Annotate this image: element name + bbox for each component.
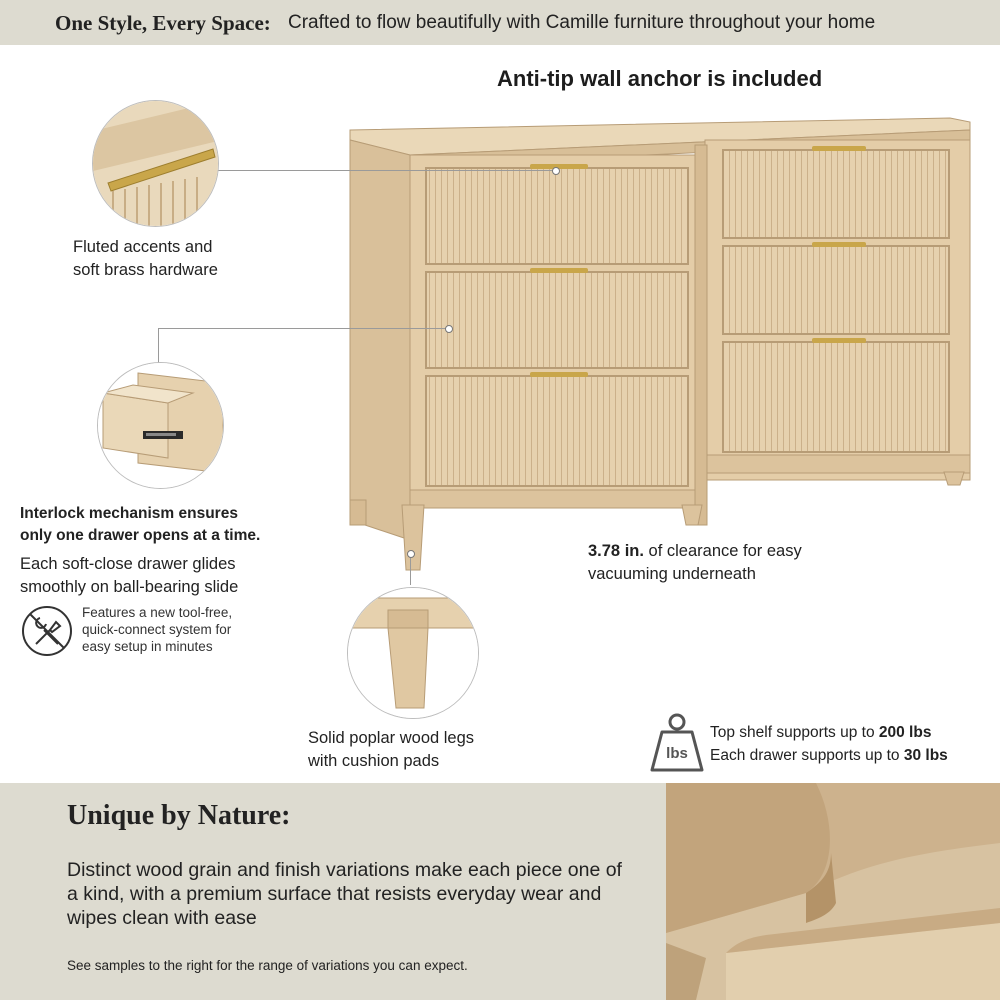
tool-free-caption bbox=[82, 604, 232, 655]
weight-caption-line bbox=[710, 744, 948, 767]
tool-free-caption-line: quick-connect system for bbox=[82, 622, 232, 637]
fluted-caption-line: Fluted accents and bbox=[73, 238, 213, 256]
clearance-text: of clearance for easy bbox=[643, 542, 802, 560]
anchor-note: Anti-tip wall anchor is included bbox=[497, 66, 823, 91]
left-drawers bbox=[426, 164, 688, 486]
callout-line-fluted bbox=[215, 170, 555, 171]
clearance-value: 3.78 in. bbox=[588, 542, 644, 560]
callout-line-interlock-v bbox=[158, 328, 159, 364]
interlock-heading-line: only one drawer opens at a time. bbox=[20, 527, 261, 544]
weight-value: 200 lbs bbox=[878, 724, 932, 741]
interlock-caption-line: Each soft-close drawer glides bbox=[20, 555, 236, 573]
bottom-body: Distinct wood grain and finish variations make each piece one of a kind, with a premium surface that resists everyday wear and wipes clean with ease bbox=[67, 859, 622, 929]
fluted-detail-photo bbox=[92, 100, 219, 227]
callout-dot bbox=[552, 167, 560, 175]
interlock-caption-line: smoothly on ball-bearing slide bbox=[20, 578, 239, 596]
weight-text: Top shelf supports up to bbox=[710, 724, 879, 741]
legs-caption-line: Solid poplar wood legs bbox=[308, 729, 475, 747]
interlock-heading-line: Interlock mechanism ensures bbox=[20, 505, 238, 522]
drawer-slide-detail-photo bbox=[97, 362, 224, 489]
interlock-caption bbox=[20, 553, 238, 599]
callout-dot bbox=[445, 325, 453, 333]
wood-samples-photo bbox=[666, 783, 1000, 1000]
callout-line-legs bbox=[410, 555, 411, 585]
leg-detail-photo bbox=[347, 587, 479, 719]
interlock-heading bbox=[20, 503, 260, 547]
clearance-caption-line bbox=[588, 540, 802, 563]
callout-line-interlock-h bbox=[158, 328, 448, 329]
tool-free-caption-line: Features a new tool-free, bbox=[82, 605, 233, 620]
weight-value: 30 lbs bbox=[903, 747, 948, 764]
dresser-illustration bbox=[340, 100, 980, 580]
banner-text: Crafted to flow beautifully with Camille furniture throughout your home bbox=[288, 12, 876, 33]
weight-icon bbox=[650, 712, 704, 774]
weight-text: Each drawer supports up to bbox=[710, 747, 904, 764]
bottom-title: Unique by Nature: bbox=[67, 800, 291, 831]
callout-dot bbox=[407, 550, 415, 558]
tool-free-caption-line: easy setup in minutes bbox=[82, 639, 213, 654]
bottom-note: See samples to the right for the range of variations you can expect. bbox=[67, 958, 468, 973]
fluted-caption-line: soft brass hardware bbox=[73, 261, 218, 279]
banner-title: One Style, Every Space: bbox=[55, 11, 271, 35]
fluted-caption bbox=[73, 236, 218, 282]
weight-caption bbox=[710, 721, 948, 767]
legs-caption bbox=[308, 727, 474, 773]
clearance-caption bbox=[588, 540, 802, 586]
legs-caption-line: with cushion pads bbox=[308, 752, 440, 770]
weight-caption-line bbox=[710, 721, 948, 744]
clearance-caption-line: vacuuming underneath bbox=[588, 565, 756, 583]
right-drawers bbox=[723, 146, 949, 452]
weight-icon-label: lbs bbox=[666, 745, 688, 762]
no-tools-icon bbox=[20, 604, 74, 658]
